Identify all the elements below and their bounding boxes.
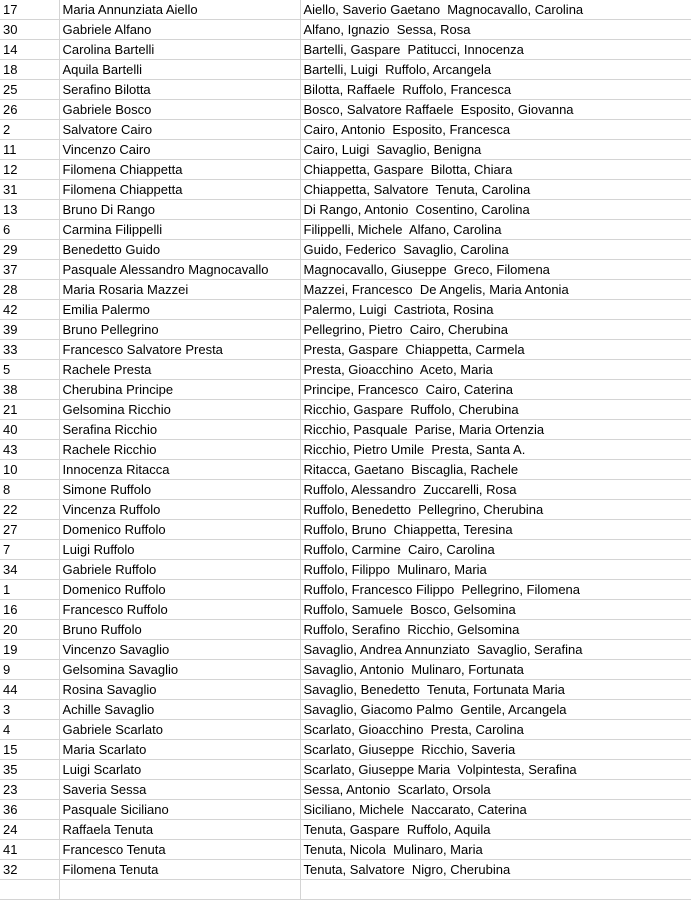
table-row — [0, 100, 691, 120]
table-row — [0, 860, 691, 880]
cell-person-name[interactable]: Francesco Salvatore Presta — [59, 340, 300, 360]
cell-record-number[interactable]: 6 — [0, 220, 59, 240]
cell-parents[interactable]: Siciliano, Michele Naccarato, Caterina — [300, 800, 691, 820]
cell-record-number[interactable]: 9 — [0, 660, 59, 680]
empty-cell[interactable] — [300, 880, 691, 900]
table-row — [0, 140, 691, 160]
table-row — [0, 80, 691, 100]
table-row — [0, 380, 691, 400]
table-row — [0, 340, 691, 360]
cell-parents[interactable]: Ruffolo, Carmine Cairo, Carolina — [300, 540, 691, 560]
cell-record-number[interactable]: 32 — [0, 860, 59, 880]
cell-person-name[interactable]: Domenico Ruffolo — [59, 520, 300, 540]
cell-parents[interactable]: Tenuta, Salvatore Nigro, Cherubina — [300, 860, 691, 880]
cell-person-name[interactable]: Saveria Sessa — [59, 780, 300, 800]
table-row — [0, 800, 691, 820]
table-row — [0, 20, 691, 40]
cell-person-name[interactable]: Francesco Ruffolo — [59, 600, 300, 620]
table-row — [0, 720, 691, 740]
cell-parents[interactable]: Ruffolo, Benedetto Pellegrino, Cherubina — [300, 500, 691, 520]
cell-person-name[interactable]: Gelsomina Ricchio — [59, 400, 300, 420]
table-row — [0, 500, 691, 520]
cell-person-name[interactable]: Serafino Bilotta — [59, 80, 300, 100]
table-row — [0, 540, 691, 560]
cell-record-number[interactable]: 25 — [0, 80, 59, 100]
cell-person-name[interactable]: Raffaela Tenuta — [59, 820, 300, 840]
cell-parents[interactable]: Savaglio, Giacomo Palmo Gentile, Arcangela — [300, 700, 691, 720]
cell-person-name[interactable]: Rosina Savaglio — [59, 680, 300, 700]
table-row — [0, 560, 691, 580]
cell-parents[interactable]: Ruffolo, Bruno Chiappetta, Teresina — [300, 520, 691, 540]
cell-record-number[interactable]: 12 — [0, 160, 59, 180]
table-row — [0, 820, 691, 840]
cell-record-number[interactable]: 29 — [0, 240, 59, 260]
cell-person-name[interactable]: Salvatore Cairo — [59, 120, 300, 140]
cell-parents[interactable]: Filippelli, Michele Alfano, Carolina — [300, 220, 691, 240]
cell-person-name[interactable]: Maria Rosaria Mazzei — [59, 280, 300, 300]
cell-parents[interactable]: Ritacca, Gaetano Biscaglia, Rachele — [300, 460, 691, 480]
cell-parents[interactable]: Presta, Gaspare Chiappetta, Carmela — [300, 340, 691, 360]
cell-person-name[interactable]: Maria Scarlato — [59, 740, 300, 760]
cell-parents[interactable]: Alfano, Ignazio Sessa, Rosa — [300, 20, 691, 40]
table-row — [0, 780, 691, 800]
cell-person-name[interactable]: Gabriele Ruffolo — [59, 560, 300, 580]
cell-record-number[interactable]: 24 — [0, 820, 59, 840]
cell-record-number[interactable]: 2 — [0, 120, 59, 140]
cell-parents[interactable]: Chiappetta, Gaspare Bilotta, Chiara — [300, 160, 691, 180]
cell-record-number[interactable]: 38 — [0, 380, 59, 400]
table-row — [0, 740, 691, 760]
cell-person-name[interactable]: Vincenzo Savaglio — [59, 640, 300, 660]
cell-person-name[interactable]: Vincenza Ruffolo — [59, 500, 300, 520]
table-row — [0, 320, 691, 340]
cell-record-number[interactable]: 37 — [0, 260, 59, 280]
cell-record-number[interactable]: 1 — [0, 580, 59, 600]
cell-parents[interactable]: Sessa, Antonio Scarlato, Orsola — [300, 780, 691, 800]
cell-person-name[interactable]: Pasquale Siciliano — [59, 800, 300, 820]
cell-person-name[interactable]: Carolina Bartelli — [59, 40, 300, 60]
table-row — [0, 300, 691, 320]
cell-parents[interactable]: Guido, Federico Savaglio, Carolina — [300, 240, 691, 260]
cell-person-name[interactable]: Filomena Chiappetta — [59, 160, 300, 180]
cell-person-name[interactable]: Maria Annunziata Aiello — [59, 0, 300, 20]
cell-person-name[interactable]: Gabriele Scarlato — [59, 720, 300, 740]
table-row — [0, 200, 691, 220]
cell-record-number[interactable]: 41 — [0, 840, 59, 860]
empty-cell[interactable] — [0, 880, 59, 900]
table-row — [0, 420, 691, 440]
cell-record-number[interactable]: 30 — [0, 20, 59, 40]
cell-person-name[interactable]: Filomena Tenuta — [59, 860, 300, 880]
cell-person-name[interactable]: Simone Ruffolo — [59, 480, 300, 500]
cell-parents[interactable]: Scarlato, Gioacchino Presta, Carolina — [300, 720, 691, 740]
cell-record-number[interactable]: 39 — [0, 320, 59, 340]
cell-parents[interactable]: Savaglio, Andrea Annunziato Savaglio, Serafina — [300, 640, 691, 660]
cell-person-name[interactable]: Gelsomina Savaglio — [59, 660, 300, 680]
table-row — [0, 580, 691, 600]
cell-person-name[interactable]: Achille Savaglio — [59, 700, 300, 720]
cell-record-number[interactable]: 21 — [0, 400, 59, 420]
table-row — [0, 240, 691, 260]
table-row — [0, 480, 691, 500]
cell-person-name[interactable]: Rachele Ricchio — [59, 440, 300, 460]
table-row — [0, 360, 691, 380]
table-row — [0, 400, 691, 420]
cell-parents[interactable]: Savaglio, Antonio Mulinaro, Fortunata — [300, 660, 691, 680]
cell-parents[interactable]: Mazzei, Francesco De Angelis, Maria Antonia — [300, 280, 691, 300]
cell-record-number[interactable]: 31 — [0, 180, 59, 200]
cell-person-name[interactable]: Innocenza Ritacca — [59, 460, 300, 480]
table-row — [0, 620, 691, 640]
cell-parents[interactable]: Magnocavallo, Giuseppe Greco, Filomena — [300, 260, 691, 280]
table-row — [0, 120, 691, 140]
cell-parents[interactable]: Pellegrino, Pietro Cairo, Cherubina — [300, 320, 691, 340]
cell-parents[interactable]: Ricchio, Pasquale Parise, Maria Ortenzia — [300, 420, 691, 440]
cell-record-number[interactable]: 16 — [0, 600, 59, 620]
cell-parents[interactable]: Cairo, Luigi Savaglio, Benigna — [300, 140, 691, 160]
table-row — [0, 440, 691, 460]
cell-person-name[interactable]: Bruno Di Rango — [59, 200, 300, 220]
cell-person-name[interactable]: Filomena Chiappetta — [59, 180, 300, 200]
cell-person-name[interactable]: Vincenzo Cairo — [59, 140, 300, 160]
cell-record-number[interactable]: 40 — [0, 420, 59, 440]
cell-record-number[interactable]: 27 — [0, 520, 59, 540]
empty-cell[interactable] — [59, 880, 300, 900]
cell-record-number[interactable]: 5 — [0, 360, 59, 380]
cell-person-name[interactable]: Bruno Ruffolo — [59, 620, 300, 640]
cell-person-name[interactable]: Rachele Presta — [59, 360, 300, 380]
cell-parents[interactable]: Ruffolo, Alessandro Zuccarelli, Rosa — [300, 480, 691, 500]
cell-person-name[interactable]: Benedetto Guido — [59, 240, 300, 260]
table-row — [0, 280, 691, 300]
cell-person-name[interactable]: Francesco Tenuta — [59, 840, 300, 860]
table-row — [0, 260, 691, 280]
cell-parents[interactable]: Ruffolo, Francesco Filippo Pellegrino, Filomena — [300, 580, 691, 600]
cell-person-name[interactable]: Aquila Bartelli — [59, 60, 300, 80]
cell-parents[interactable]: Bartelli, Gaspare Patitucci, Innocenza — [300, 40, 691, 60]
cell-record-number[interactable]: 26 — [0, 100, 59, 120]
cell-record-number[interactable]: 43 — [0, 440, 59, 460]
table-row — [0, 660, 691, 680]
cell-person-name[interactable]: Domenico Ruffolo — [59, 580, 300, 600]
cell-record-number[interactable]: 11 — [0, 140, 59, 160]
table-row — [0, 160, 691, 180]
cell-person-name[interactable]: Gabriele Alfano — [59, 20, 300, 40]
table-row — [0, 220, 691, 240]
table-row — [0, 60, 691, 80]
cell-person-name[interactable]: Carmina Filippelli — [59, 220, 300, 240]
cell-record-number[interactable]: 33 — [0, 340, 59, 360]
cell-record-number[interactable]: 22 — [0, 500, 59, 520]
cell-record-number[interactable]: 7 — [0, 540, 59, 560]
table-row — [0, 760, 691, 780]
cell-record-number[interactable]: 20 — [0, 620, 59, 640]
cell-record-number[interactable]: 15 — [0, 740, 59, 760]
cell-parents[interactable]: Ruffolo, Filippo Mulinaro, Maria — [300, 560, 691, 580]
cell-record-number[interactable]: 10 — [0, 460, 59, 480]
cell-person-name[interactable]: Serafina Ricchio — [59, 420, 300, 440]
cell-record-number[interactable]: 19 — [0, 640, 59, 660]
cell-record-number[interactable]: 13 — [0, 200, 59, 220]
table-row — [0, 840, 691, 860]
cell-parents[interactable]: Palermo, Luigi Castriota, Rosina — [300, 300, 691, 320]
cell-parents[interactable]: Di Rango, Antonio Cosentino, Carolina — [300, 200, 691, 220]
cell-person-name[interactable]: Cherubina Principe — [59, 380, 300, 400]
cell-record-number[interactable]: 42 — [0, 300, 59, 320]
cell-person-name[interactable]: Gabriele Bosco — [59, 100, 300, 120]
table-row — [0, 520, 691, 540]
cell-person-name[interactable]: Luigi Scarlato — [59, 760, 300, 780]
cell-parents[interactable]: Ruffolo, Serafino Ricchio, Gelsomina — [300, 620, 691, 640]
cell-parents[interactable]: Ruffolo, Samuele Bosco, Gelsomina — [300, 600, 691, 620]
cell-record-number[interactable]: 3 — [0, 700, 59, 720]
cell-parents[interactable]: Scarlato, Giuseppe Maria Volpintesta, Serafina — [300, 760, 691, 780]
cell-record-number[interactable]: 23 — [0, 780, 59, 800]
cell-record-number[interactable]: 44 — [0, 680, 59, 700]
table-row — [0, 460, 691, 480]
table-row — [0, 640, 691, 660]
cell-record-number[interactable]: 14 — [0, 40, 59, 60]
cell-parents[interactable]: Aiello, Saverio Gaetano Magnocavallo, Carolina — [300, 0, 691, 20]
cell-parents[interactable]: Presta, Gioacchino Aceto, Maria — [300, 360, 691, 380]
cell-parents[interactable]: Tenuta, Gaspare Ruffolo, Aquila — [300, 820, 691, 840]
empty-row — [0, 880, 691, 900]
cell-parents[interactable]: Chiappetta, Salvatore Tenuta, Carolina — [300, 180, 691, 200]
cell-record-number[interactable]: 34 — [0, 560, 59, 580]
cell-parents[interactable]: Ricchio, Pietro Umile Presta, Santa A. — [300, 440, 691, 460]
cell-parents[interactable]: Bilotta, Raffaele Ruffolo, Francesca — [300, 80, 691, 100]
cell-parents[interactable]: Scarlato, Giuseppe Ricchio, Saveria — [300, 740, 691, 760]
cell-person-name[interactable]: Emilia Palermo — [59, 300, 300, 320]
table-row — [0, 700, 691, 720]
cell-parents[interactable]: Bartelli, Luigi Ruffolo, Arcangela — [300, 60, 691, 80]
table-row — [0, 180, 691, 200]
cell-record-number[interactable]: 35 — [0, 760, 59, 780]
table-row — [0, 40, 691, 60]
cell-parents[interactable]: Principe, Francesco Cairo, Caterina — [300, 380, 691, 400]
cell-person-name[interactable]: Pasquale Alessandro Magnocavallo — [59, 260, 300, 280]
cell-record-number[interactable]: 8 — [0, 480, 59, 500]
table-row — [0, 680, 691, 700]
cell-record-number[interactable]: 17 — [0, 0, 59, 20]
table-row — [0, 0, 691, 20]
table-row — [0, 600, 691, 620]
cell-parents[interactable]: Ricchio, Gaspare Ruffolo, Cherubina — [300, 400, 691, 420]
cell-record-number[interactable]: 28 — [0, 280, 59, 300]
cell-record-number[interactable]: 18 — [0, 60, 59, 80]
cell-person-name[interactable]: Bruno Pellegrino — [59, 320, 300, 340]
cell-parents[interactable]: Bosco, Salvatore Raffaele Esposito, Giovanna — [300, 100, 691, 120]
cell-parents[interactable]: Cairo, Antonio Esposito, Francesca — [300, 120, 691, 140]
cell-record-number[interactable]: 4 — [0, 720, 59, 740]
cell-person-name[interactable]: Luigi Ruffolo — [59, 540, 300, 560]
cell-parents[interactable]: Tenuta, Nicola Mulinaro, Maria — [300, 840, 691, 860]
cell-parents[interactable]: Savaglio, Benedetto Tenuta, Fortunata Maria — [300, 680, 691, 700]
cell-record-number[interactable]: 36 — [0, 800, 59, 820]
